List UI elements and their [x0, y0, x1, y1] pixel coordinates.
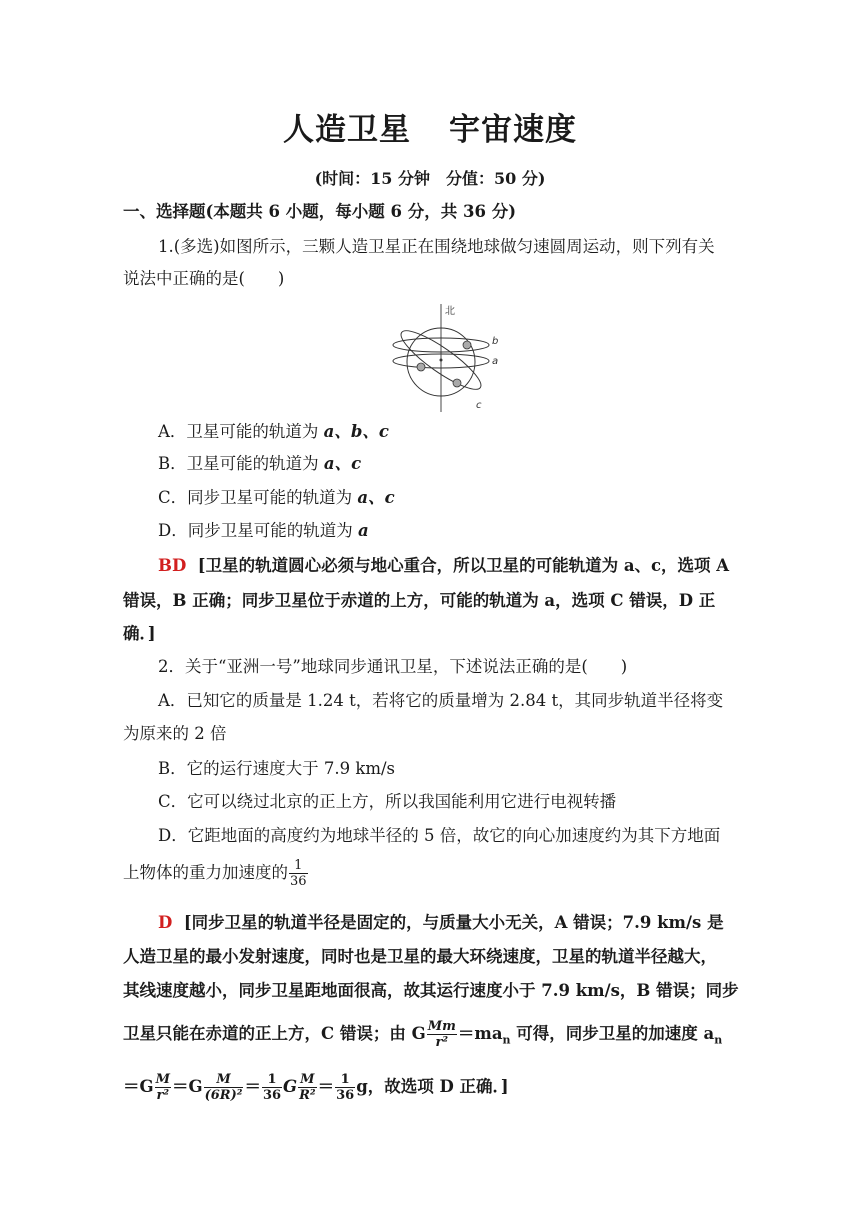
page-title — [0, 104, 860, 149]
time-score-info: (时间：15 分钟 分值：50 分) — [314, 169, 546, 188]
q1-explanation-line2: 错误，B 正确；同步卫星位于赤道的上方，可能的轨道为 a，选项 C 错误，D 正 — [123, 591, 716, 610]
title-part1: 人造卫星 — [283, 112, 411, 148]
eq-part1: ＝G — [123, 1077, 154, 1096]
eq-part4: G — [283, 1077, 298, 1096]
q2-answer: D — [158, 913, 173, 932]
expl4-sub-n: n — [502, 1033, 511, 1047]
q1-option-c-text: C．同步卫星可能的轨道为 — [158, 488, 358, 507]
q2-option-b: B．它的运行速度大于 7.9 km/s — [158, 759, 396, 778]
q1-explanation-line1 — [158, 555, 729, 577]
satellite-orbit-figure — [388, 302, 500, 412]
frac-den: r² — [435, 1035, 449, 1050]
q1-explanation-line3: 确．] — [123, 624, 156, 643]
q1-answer: BD — [158, 556, 187, 575]
fraction-1-36 — [289, 858, 308, 889]
frac-num: 1 — [262, 1072, 282, 1088]
fraction-M-6R2 — [204, 1072, 244, 1103]
label-c: c — [476, 400, 482, 411]
q1-option-b — [158, 453, 361, 475]
frac-den: 36 — [290, 874, 307, 889]
q2-option-a-line2: 为原来的 2 倍 — [123, 724, 227, 743]
section-heading: 一、选择题(本题共 6 小题，每小题 6 分，共 36 分) — [123, 202, 517, 221]
north-label: 北 — [445, 306, 455, 317]
frac-den: (6R)² — [204, 1088, 243, 1103]
frac-num: M — [155, 1072, 170, 1087]
title-part2: 宇宙速度 — [449, 112, 577, 148]
label-a: a — [492, 356, 499, 367]
q1-option-d-var: a — [357, 521, 369, 540]
q2-explanation-line3: 其线速度越小，同步卫星距地面很高，故其运行速度小于 7.9 km/s，B 错误；同步 — [123, 981, 739, 1000]
q1-option-a-var: a、b、c — [323, 422, 389, 441]
q2-option-d-line2 — [123, 858, 309, 889]
eq-part5: ＝ — [317, 1077, 335, 1096]
eq-end: g，故选项 D 正确．] — [356, 1077, 509, 1096]
q1-expl-text1: [卫星的轨道圆心必须与地心重合，所以卫星的可能轨道为 a、c，选项 A — [197, 556, 730, 575]
fraction-1-36-b — [335, 1072, 355, 1103]
eq-part2: ＝G — [171, 1077, 203, 1096]
q2-explanation-line1 — [158, 912, 724, 934]
q1-stem-line1: 1.(多选)如图所示，三颗人造卫星正在围绕地球做匀速圆周运动，则下列有关 — [158, 237, 715, 256]
satellite-a — [417, 363, 425, 371]
expl4-text-b: ＝ma — [457, 1024, 503, 1043]
earth-center — [440, 359, 443, 362]
frac-num: 1 — [289, 858, 308, 874]
fraction-M-r2 — [155, 1072, 171, 1103]
q1-option-b-text: B．卫星可能的轨道为 — [158, 454, 324, 473]
label-b: b — [492, 336, 499, 347]
q1-option-b-var: a、c — [323, 454, 362, 473]
q1-option-d-text: D．同步卫星可能的轨道为 — [158, 521, 358, 540]
q2-stem: 2．关于“亚洲一号”地球同步通讯卫星，下述说法正确的是( ) — [158, 657, 628, 676]
frac-den: 36 — [336, 1088, 355, 1103]
fraction-M-R2 — [298, 1072, 317, 1103]
frac-den: 36 — [262, 1088, 282, 1103]
q2-option-d-text: 上物体的重力加速度的 — [123, 863, 288, 882]
q2-expl-text1: [同步卫星的轨道半径是固定的，与质量大小无关，A 错误；7.9 km/s 是 — [183, 913, 724, 932]
q2-option-a-line1: A．已知它的质量是 1.24 t，若将它的质量增为 2.84 t，其同步轨道半径将变 — [158, 691, 724, 710]
frac-num: M — [298, 1072, 317, 1088]
q1-option-a — [158, 421, 389, 443]
fraction-1-36-a — [262, 1072, 282, 1103]
expl4-sub-n2: n — [714, 1033, 723, 1047]
fraction-Mm-r2 — [427, 1019, 457, 1050]
q2-explanation-line2: 人造卫星的最小发射速度，同时也是卫星的最大环绕速度，卫星的轨道半径越大， — [123, 947, 717, 966]
satellite-c — [453, 379, 461, 387]
eq-part3: ＝ — [244, 1077, 261, 1096]
q2-explanation-line5 — [123, 1072, 509, 1103]
expl4-text-a: 卫星只能在赤道的正上方，C 错误；由 G — [123, 1024, 426, 1043]
satellite-b — [463, 341, 471, 349]
expl4-text-d: 可得，同步卫星的加速度 a — [510, 1024, 715, 1043]
frac-den: r² — [156, 1088, 170, 1103]
q2-option-d-line1: D．它距地面的高度约为地球半径的 5 倍，故它的向心加速度约为其下方地面 — [158, 826, 721, 845]
q1-stem-line2: 说法中正确的是( ) — [123, 269, 285, 288]
frac-num: 1 — [335, 1072, 355, 1088]
frac-den: R² — [299, 1088, 316, 1103]
q1-option-a-text: A．卫星可能的轨道为 — [158, 422, 324, 441]
q2-explanation-line4 — [123, 1019, 722, 1051]
frac-num: M — [204, 1072, 244, 1088]
q1-option-d — [158, 520, 369, 542]
q1-option-c — [158, 487, 395, 509]
q2-option-c: C．它可以绕过北京的正上方，所以我国能利用它进行电视转播 — [158, 792, 617, 811]
q1-option-c-var: a、c — [357, 488, 395, 507]
frac-num: Mm — [427, 1019, 456, 1034]
